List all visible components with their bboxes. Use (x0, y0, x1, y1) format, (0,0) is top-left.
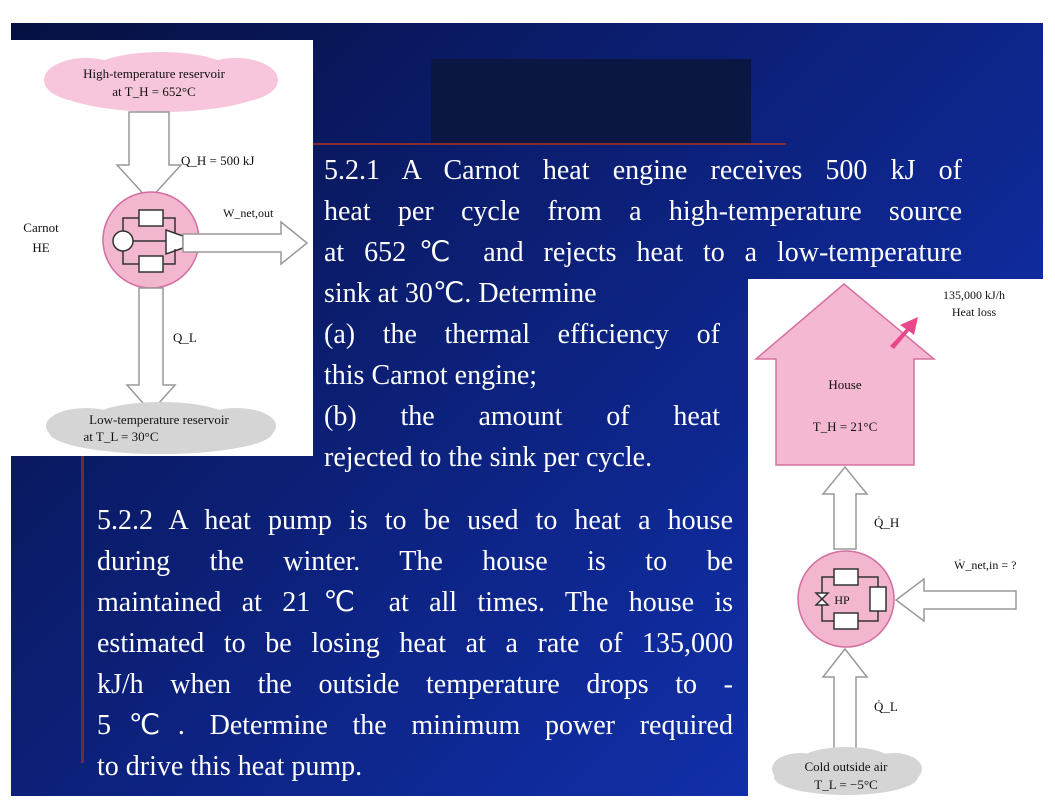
slide (11, 23, 1043, 796)
problem-5-2-1-subparts (324, 314, 720, 478)
low-res-title: Low-temperature reservoir (89, 412, 229, 427)
problem2-line-7: to drive this heat pump. (97, 751, 363, 782)
cold-air-temp: T_L = −5°C (814, 777, 878, 792)
low-temperature-reservoir (46, 402, 276, 454)
work-input-arrow (896, 579, 1016, 621)
problem1-line-8: rejected to the sink per cycle. (324, 442, 653, 473)
ql-arrow (127, 288, 175, 412)
problem1-line-4: sink at 30℃. Determine (324, 278, 597, 309)
engine-label-carnot: Carnot (23, 220, 59, 235)
title-placeholder-box (431, 59, 751, 143)
qh-dot-label: Q̇_H (874, 515, 900, 530)
problem2-line-6: 5℃. Determine the minimum power required (97, 710, 733, 741)
hp-label: HP (834, 593, 850, 607)
qh-arrow (117, 112, 181, 200)
problem1-line-5: (a) the thermal efficiency of (324, 319, 720, 350)
house-temp: T_H = 21°C (812, 419, 878, 434)
problem-5-2-2-text (97, 500, 733, 787)
low-res-temp: at T_L = 30°C (83, 429, 159, 444)
problem2-line-5: kJ/h when the outside temperature drops to - (97, 669, 733, 700)
heat-pump-diagram (748, 279, 1043, 796)
problem1-line-1: 5.2.1 A Carnot heat engine receives 500 kJ of (324, 155, 962, 186)
ql-dot-arrow (823, 649, 867, 757)
accent-line (311, 143, 786, 145)
work-in-label: Ẇ_net,in = ? (954, 558, 1017, 572)
ql-label: Q_L (173, 330, 197, 345)
problem2-line-1: 5.2.2 A heat pump is to be used to heat a house (97, 505, 733, 536)
heat-pump-figure (748, 279, 1043, 796)
heat-loss-value: 135,000 kJ/h (942, 288, 1006, 302)
accent-line-vertical (81, 453, 84, 763)
carnot-engine-figure (11, 40, 313, 456)
house-shape (756, 284, 934, 465)
high-res-title: High-temperature reservoir (83, 66, 225, 81)
problem2-line-3: maintained at 21℃ at all times. The house is (97, 587, 733, 618)
cold-air-label: Cold outside air (804, 759, 888, 774)
engine-label-he: HE (32, 240, 50, 255)
high-res-temp: at T_H = 652°C (112, 84, 196, 99)
carnot-engine-diagram (11, 40, 313, 456)
problem1-line-7: (b) the amount of heat (324, 401, 720, 432)
work-out-label: W_net,out (223, 206, 274, 220)
ql-dot-label: Q̇_L (874, 699, 898, 714)
qh-dot-arrow (823, 467, 867, 549)
work-output-arrow (183, 222, 307, 264)
problem2-line-2: during the winter. The house is to be (97, 546, 733, 577)
problem1-line-3: at 652℃ and rejects heat to a low-temperature (324, 237, 962, 268)
problem2-line-4: estimated to be losing heat at a rate of 135,000 (97, 628, 733, 659)
problem1-line-2: heat per cycle from a high-temperature source (324, 196, 962, 227)
problem1-line-6: this Carnot engine; (324, 360, 538, 391)
house-label: House (828, 377, 862, 392)
heat-loss-label: Heat loss (951, 305, 997, 319)
qh-label: Q_H = 500 kJ (181, 153, 255, 168)
high-temperature-reservoir (44, 52, 278, 112)
